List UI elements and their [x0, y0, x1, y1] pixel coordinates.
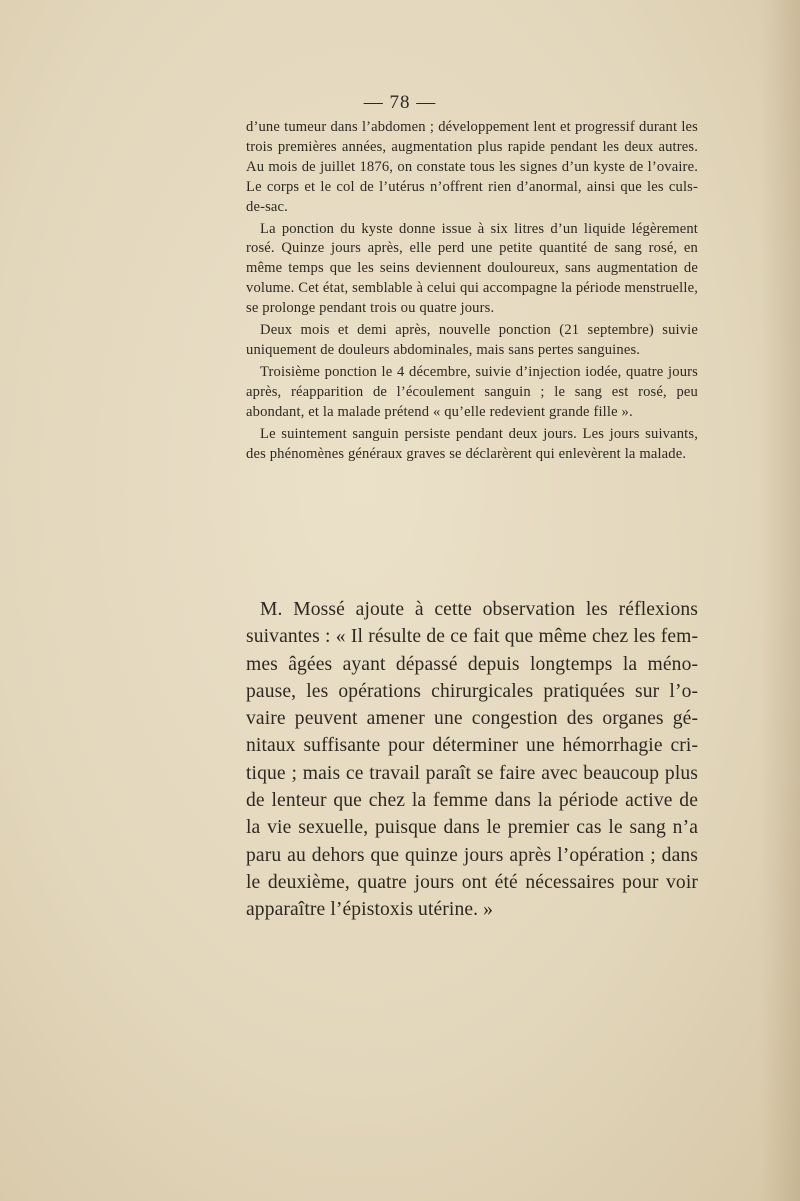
paragraph-4: Troisième ponction le 4 décembre, suivie d’injection iodée, quatre jours après, réapparition de l’écoulement sanguin ; le sang est rosé, peu abondant, et la malade prétend « qu’elle redevient grande fille ». [246, 363, 698, 420]
paragraph-reflection: M. Mossé ajoute à cette observation les réflexions suivantes : « Il résulte de ce fait que même chez les femmes âgées ayant dépassé depuis longtemps la ménopause, les opérations chirurgicales pratiquées sur l’ovaire peuvent amener une congestion des organes génitaux suffisante pour déterminer une hémorrhagie critique ; mais ce travail paraît se faire avec beaucoup plus de lenteur que chez la femme dans la période active de la vie sexuelle, puisque dans le premier cas le sang n’a paru au dehors que quinze jours après l’opération ; dans le deuxième, quatre jours ont été nécessaires pour voir apparaître l’épistoxis utérine. » [246, 599, 698, 921]
observation-text [246, 118, 698, 464]
reflection-text [246, 596, 698, 924]
page-number: — 78 — [363, 92, 437, 113]
page-edge-shadow [760, 0, 800, 1201]
paragraph-2: La ponction du kyste donne issue à six litres d’un liquide légèrement rosé. Quinze jours après, elle perd une petite quantité de sang rosé, en même temps que les seins deviennent douloureux, sans augmentation de volume. Cet état, semblable à celui qui accompagne la période menstruelle, se prolonge pendant trois ou quatre jours. [246, 220, 698, 317]
paragraph-1: d’une tumeur dans l’abdomen ; développement lent et progressif durant les trois premières années, augmentation plus rapide pendant les deux autres. Au mois de juillet 1876, on constate tous les signes d’un kyste de l’ovaire. Le corps et le col de l’utérus n’offrent rien d’anormal, ainsi que les culs-de-sac. [246, 119, 698, 215]
paragraph-5: Le suintement sanguin persiste pendant deux jours. Les jours suivants, des phénomènes généraux graves se déclarèrent qui enlevèrent la malade. [246, 425, 698, 462]
paragraph-3: Deux mois et demi après, nouvelle ponction (21 septembre) suivie uniquement de douleurs abdominales, mais sans pertes sanguines. [246, 322, 698, 358]
